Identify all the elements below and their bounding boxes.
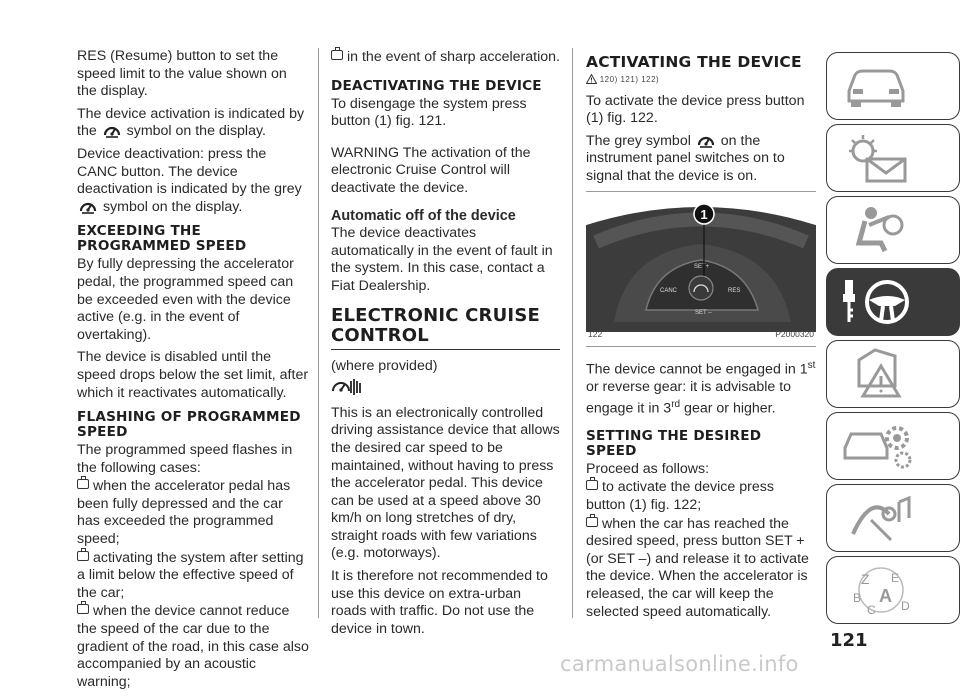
text: gear or higher. — [680, 401, 776, 418]
tab-emergency[interactable] — [826, 340, 960, 408]
column-divider — [318, 48, 319, 618]
bullet-icon — [586, 480, 598, 490]
tab-starting-driving[interactable] — [826, 268, 960, 336]
paragraph: WARNING The activation of the electronic Cruise Control will deactivate the device. — [331, 144, 531, 196]
paragraph: By fully depressing the accelerator pedal, the programmed speed can be exceeded even with the device active (e.g. in the event of overtaking). — [77, 256, 294, 343]
figure-code: P2000320 — [775, 328, 814, 339]
tab-servicing[interactable] — [826, 412, 960, 480]
page-number: 121 — [830, 630, 868, 651]
bullet-icon — [586, 517, 598, 527]
text: symbol on the display. — [126, 123, 266, 140]
car-icon — [841, 61, 911, 111]
svg-text:Z: Z — [861, 571, 870, 587]
callout-number: 1 — [700, 206, 708, 222]
superscript: st — [807, 359, 816, 371]
text: The grey symbol — [586, 132, 691, 149]
text: or reverse gear: it is advisable to engage it in 3 — [586, 378, 792, 418]
tab-safety[interactable] — [826, 196, 960, 264]
text: in the event of sharp acceleration. — [347, 49, 560, 65]
warning-triangle-icon — [841, 346, 921, 402]
svg-text:D: D — [901, 599, 910, 613]
speed-limiter-icon — [103, 123, 121, 139]
paragraph — [586, 357, 816, 419]
bullet-icon — [77, 551, 89, 561]
list-item — [77, 478, 309, 548]
list-item — [586, 516, 816, 622]
text: on the instrument panel switches on to signal that the device is on. — [586, 132, 785, 184]
seat-airbag-icon — [841, 203, 911, 257]
alphabet-index-icon — [841, 562, 921, 618]
svg-text:C: C — [867, 603, 876, 617]
column-2 — [331, 49, 560, 643]
warning-triangle-icon — [586, 74, 597, 84]
paragraph: RES (Resume) button to set the speed limit to the value shown on the display. — [77, 48, 287, 100]
column-1 — [77, 48, 309, 696]
list-item — [586, 479, 816, 514]
svg-text:E: E — [891, 571, 900, 585]
column-3 — [586, 47, 816, 626]
res-label: RES — [728, 287, 741, 294]
paragraph: It is therefore not recommended to use this device on extra-urban roads with traffic. Do not use the device in town. — [331, 568, 548, 637]
text: Device deactivation: press the CANC button. The device deactivation is indicated by the grey — [77, 145, 302, 198]
list-item — [77, 550, 309, 603]
bullet-icon — [331, 50, 343, 60]
heading-setting-desired-speed: SETTING THE DESIRED SPEED — [586, 427, 762, 459]
paragraph: To activate the device press button (1) fig. 122. — [586, 92, 805, 127]
paragraph — [77, 106, 309, 141]
list-item — [331, 49, 560, 67]
paragraph: This is an electronically controlled driving assistance device that allows the desired car speed to be maintained, without having to press the accelerator pedal. This device can be used at a speed above 30 km/h on long stretches of dry, straight roads with few variations (e.g. motorways). — [331, 404, 560, 562]
heading-activating-device: ACTIVATING THE DEVICE — [586, 53, 802, 71]
column-divider — [572, 48, 573, 618]
superscript: rd — [671, 399, 681, 411]
text: symbol on the display. — [102, 198, 243, 215]
steering-wheel-illustration — [586, 192, 816, 346]
text: when the device cannot reduce the speed of the car due to the gradient of the road, in this case also accompanied by an acoustic warning; — [77, 603, 309, 690]
heading-automatic-off: Automatic off of the device — [331, 207, 516, 224]
text: The device cannot be engaged in 1 — [586, 361, 808, 378]
text: The device activation is indicated by the — [77, 105, 305, 140]
set-minus-label: SET – — [695, 309, 712, 316]
tab-warning-lights[interactable] — [826, 124, 960, 192]
cruise-control-icon — [331, 377, 560, 403]
text: when the accelerator pedal has been fully depressed and the car has exceeded the programmed speed; — [77, 478, 291, 548]
tab-multimedia[interactable] — [826, 484, 960, 552]
svg-text:B: B — [853, 591, 862, 605]
paragraph: The programmed speed flashes in the following cases: — [77, 442, 293, 476]
speed-limiter-icon — [697, 133, 715, 149]
text: activating the system after setting a limit below the effective speed of the car; — [77, 549, 304, 601]
text: to activate the device press button (1) fig. 122; — [586, 479, 774, 513]
warning-references — [586, 71, 816, 89]
warning-lights-mail-icon — [841, 131, 911, 185]
speed-limiter-icon — [79, 199, 97, 215]
text: when the car has reached the desired speed, press button SET + (or SET –) and release it to activate the device. When the accelerator is released, the car will keep the selected speed automatically. — [586, 515, 809, 620]
paragraph: The device deactivates automatically in the event of fault in the system. In this case, contact a Fiat Dealership. — [331, 225, 553, 294]
canc-label: CANC — [660, 287, 678, 294]
heading-flashing-programmed-speed: FLASHING OF PROGRAMMED SPEED — [77, 409, 301, 441]
heading-electronic-cruise-control: ELECTRONIC CRUISE CONTROL — [331, 306, 560, 350]
tab-index[interactable] — [826, 556, 960, 624]
tab-car[interactable] — [826, 52, 960, 120]
route-music-icon — [841, 490, 921, 546]
paragraph: (where provided) — [331, 357, 438, 374]
text: 120) 121) 122) — [599, 75, 660, 84]
bullet-icon — [77, 479, 89, 489]
steering-wheel-key-icon — [837, 274, 917, 330]
heading-deactivating-device: DEACTIVATING THE DEVICE — [331, 77, 542, 94]
watermark: carmanualsonline.info — [560, 652, 799, 676]
bullet-icon — [77, 604, 89, 614]
car-gear-icon — [841, 418, 921, 474]
paragraph — [586, 133, 816, 186]
paragraph — [77, 146, 309, 216]
figure-steering-wheel-controls — [586, 191, 816, 347]
heading-exceeding-programmed-speed: EXCEEDING THE PROGRAMMED SPEED — [77, 223, 247, 255]
svg-text:A: A — [879, 586, 892, 606]
paragraph: To disengage the system press button (1) fig. 121. — [331, 95, 527, 130]
paragraph: Proceed as follows: — [586, 460, 710, 477]
set-plus-label: SET+ — [694, 263, 710, 270]
figure-number: 122 — [588, 328, 603, 339]
list-item — [77, 603, 309, 691]
paragraph: The device is disabled until the speed drops below the set limit, after which it reactivates automatically. — [77, 349, 309, 401]
